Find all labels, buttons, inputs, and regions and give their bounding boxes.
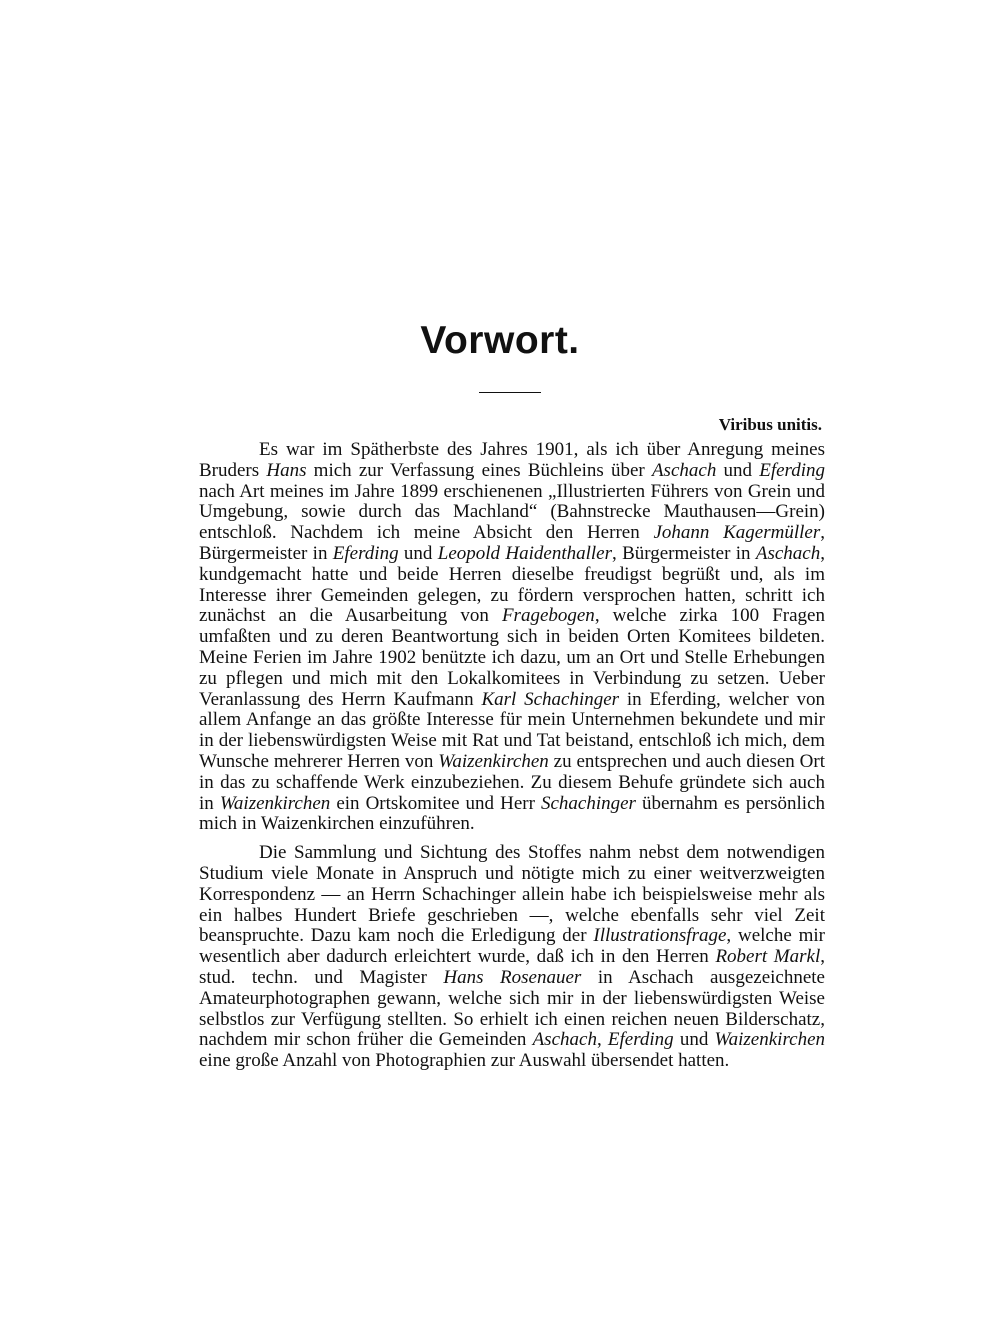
text-segment: , bbox=[596, 1029, 608, 1051]
italic-name: Leopold Haidenthaller bbox=[437, 542, 612, 564]
italic-name: Waizenkirchen bbox=[438, 750, 549, 772]
paragraph-2 bbox=[199, 843, 825, 1072]
italic-name: Waizenkirchen bbox=[219, 792, 331, 814]
text-segment: und bbox=[673, 1029, 715, 1051]
page-title: Vorwort. bbox=[420, 319, 580, 362]
body-text bbox=[199, 440, 825, 1072]
italic-name: Eferding bbox=[759, 459, 826, 481]
text-segment: und bbox=[398, 542, 438, 564]
text-segment: Es war im Spätherbste des Jahres 1901, als ich über Anregung meines Bruders bbox=[199, 439, 825, 481]
text-segment: in Eferding, welcher von allem Anfange an das größte Interesse für mein Unternehmen bekundete und mir in der liebenswürdigsten Weise mit Rat und Tat beistand, entschloß ich mich, dem Wunsche mehrerer Herren von bbox=[199, 688, 825, 772]
text-segment: ein Ortskomitee und Herr bbox=[330, 792, 541, 814]
text-segment: und bbox=[716, 459, 760, 481]
text-segment: , welche mir wesentlich aber dadurch erleichtert wurde, daß ich in den Herren bbox=[199, 925, 825, 968]
text-segment: Die Sammlung und Sichtung des Stoffes nahm nebst dem notwendigen Studium viele Monate in Anspruch und nötigte mich zu einer weitverzweigten Korrespondenz — an Herrn Schachinger allein habe ich beispielsweise mehr als ein halbes Hundert Briefe geschrieben —, welche ebenfalls sehr viel Zeit beanspruchte. Dazu kam noch die Erledigung der bbox=[199, 842, 825, 947]
text-segment: , kundgemacht hatte und beide Herren dieselbe freudigst begrüßt und, als im Interesse ihrer Gemeinden gelegen, zu fördern versprochen hatten, schritt ich zunächst an die Ausarbeitung von bbox=[199, 542, 825, 627]
italic-name: Aschach bbox=[532, 1029, 597, 1051]
epigraph: Viribus unitis. bbox=[718, 415, 822, 434]
italic-name: Hans Rosenauer bbox=[443, 966, 582, 988]
paragraph-1 bbox=[199, 440, 825, 835]
text-segment: , Bürgermeister in bbox=[199, 522, 825, 564]
title-divider bbox=[479, 392, 541, 393]
italic-name: Waizenkirchen bbox=[714, 1029, 826, 1051]
italic-name: Aschach bbox=[651, 459, 717, 481]
text-segment: zu entsprechen und auch diesen Ort in das zu schaffende Werk einzubeziehen. Zu diesem Behufe gründete sich auch in bbox=[199, 750, 825, 814]
italic-name: Fragebogen bbox=[501, 605, 595, 627]
italic-name: Hans bbox=[266, 459, 307, 481]
text-segment: , welche zirka 100 Fragen umfaßten und zu deren Beantwortung sich in beiden Orten Komitees bildeten. Meine Ferien im Jahre 1902 benützte ich dazu, um an Ort und Stelle Erhebungen zu pflegen und mich mit den Lokalkomitees in Verbindung zu setzen. Ueber Veranlassung des Herrn Kaufmann bbox=[199, 605, 825, 710]
italic-name: Eferding bbox=[332, 542, 399, 564]
italic-name: Eferding bbox=[607, 1029, 674, 1051]
text-segment: nach Art meines im Jahre 1899 erschienenen „Illustrierten Führers von Grein und Umgebung, sowie durch das Machland“ (Bahnstrecke Mauthausen—Grein) entschloß. Nachdem ich meine Absicht den Herren bbox=[199, 480, 825, 544]
text-segment: mich zur Verfassung eines Büchleins über bbox=[306, 459, 652, 481]
text-segment: , stud. techn. und Magister bbox=[199, 946, 825, 988]
italic-name: Johann Kagermüller bbox=[653, 522, 821, 544]
italic-name: Aschach bbox=[755, 542, 821, 564]
text-segment: eine große Anzahl von Photographien zur Auswahl übersendet hatten. bbox=[199, 1050, 730, 1072]
italic-name: Illustrationsfrage bbox=[593, 925, 727, 947]
italic-name: Robert Markl bbox=[715, 946, 821, 968]
italic-name: Karl Schachinger bbox=[481, 688, 620, 710]
italic-name: Schachinger bbox=[540, 792, 636, 814]
text-segment: übernahm es persönlich mich in Waizenkirchen einzuführen. bbox=[199, 792, 826, 835]
text-segment: , Bürgermeister in bbox=[611, 542, 756, 564]
text-segment: in Aschach ausgezeichnete Amateurphotographen gewann, welche sich mir in der liebenswürdigsten Weise selbstlos zur Verfügung stellten. So erhielt ich einen reichen neuen Bilderschatz, nachdem mir schon früher die Gemeinden bbox=[199, 966, 825, 1051]
